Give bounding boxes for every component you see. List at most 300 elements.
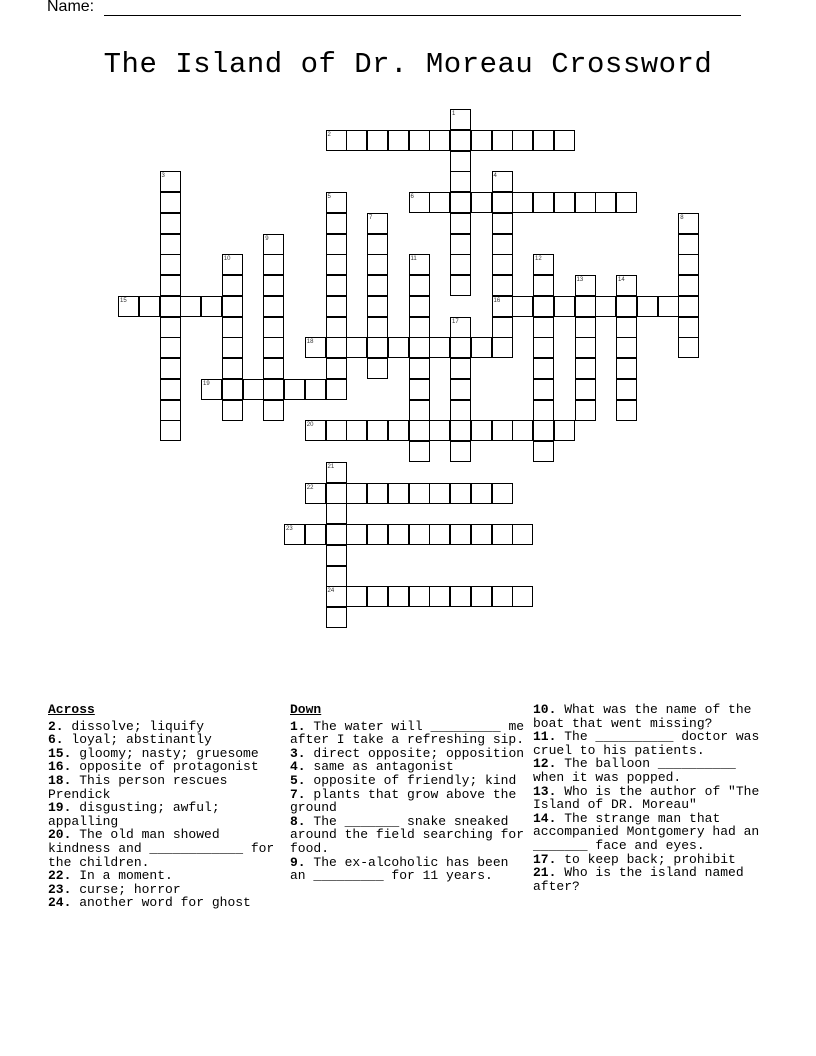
across-heading: Across (48, 702, 95, 717)
clue-item-number: 20. (48, 827, 72, 843)
grid-cell[interactable] (429, 524, 450, 545)
grid-cell[interactable] (409, 379, 430, 400)
clue-item-text: plants that grow above the ground (290, 786, 517, 816)
grid-cell[interactable] (160, 213, 181, 234)
grid-cell[interactable] (450, 441, 471, 462)
down-clues (290, 703, 530, 883)
grid-cell[interactable] (533, 192, 554, 213)
clue-item-text: The ex-alcoholic has been an _________ for 11 years. (290, 854, 509, 884)
grid-cell[interactable] (450, 109, 471, 130)
clue-item (48, 828, 288, 869)
grid-cell[interactable] (512, 130, 533, 151)
grid-cell[interactable] (512, 192, 533, 213)
clue-item-number: 6. (48, 732, 64, 748)
grid-cell[interactable] (388, 130, 409, 151)
grid-cell[interactable] (492, 234, 513, 255)
grid-cell[interactable] (471, 524, 492, 545)
grid-cell[interactable] (492, 420, 513, 441)
clue-item (533, 703, 773, 730)
grid-cell[interactable] (326, 503, 347, 524)
clue-item (533, 730, 773, 757)
grid-cell[interactable] (678, 275, 699, 296)
grid-cell[interactable] (533, 358, 554, 379)
grid-cell[interactable] (554, 420, 575, 441)
grid-cell[interactable] (450, 213, 471, 234)
grid-cell[interactable] (492, 130, 513, 151)
grid-cell[interactable] (533, 275, 554, 296)
clue-number: 16 (493, 297, 501, 304)
grid-cell[interactable] (616, 337, 637, 358)
grid-cell[interactable] (326, 192, 347, 213)
grid-cell[interactable] (450, 192, 471, 213)
clue-item-text: Who is the island named after? (533, 865, 744, 894)
grid-cell[interactable] (305, 420, 326, 441)
clue-item-number: 3. (290, 745, 306, 761)
grid-cell[interactable] (678, 296, 699, 317)
grid-cell[interactable] (492, 192, 513, 213)
grid-cell[interactable] (533, 420, 554, 441)
clue-item-text: What was the name of the boat that went missing? (533, 702, 752, 731)
clue-number: 19 (203, 380, 210, 387)
clue-item (290, 747, 530, 761)
clue-item-text: In a moment. (79, 868, 173, 884)
grid-cell[interactable] (160, 420, 181, 441)
grid-cell[interactable] (409, 524, 430, 545)
grid-cell[interactable] (409, 254, 430, 275)
clue-item-text: opposite of protagonist (79, 759, 259, 775)
clue-number: 17 (452, 318, 459, 325)
grid-cell[interactable] (575, 379, 596, 400)
clue-item-number: 12. (533, 756, 557, 772)
grid-cell[interactable] (450, 379, 471, 400)
grid-cell[interactable] (160, 234, 181, 255)
grid-cell[interactable] (388, 586, 409, 607)
grid-cell[interactable] (512, 524, 533, 545)
clue-item (48, 774, 288, 801)
down-clue-list-continued (533, 703, 773, 893)
clue-item (533, 812, 773, 853)
grid-cell[interactable] (409, 296, 430, 317)
clue-item-text: curse; horror (79, 881, 181, 897)
grid-cell[interactable] (471, 337, 492, 358)
clue-number: 24 (327, 588, 335, 595)
clue-number: 8 (680, 214, 684, 221)
grid-cell[interactable] (471, 483, 492, 504)
grid-cell[interactable] (409, 337, 430, 358)
grid-cell[interactable] (575, 400, 596, 421)
grid-cell[interactable] (263, 234, 284, 255)
grid-cell[interactable] (305, 337, 326, 358)
clue-number: 2 (327, 131, 331, 138)
down-heading: Down (290, 702, 322, 717)
grid-cell[interactable] (346, 524, 367, 545)
clue-item (533, 853, 773, 867)
grid-cell[interactable] (160, 379, 181, 400)
grid-cell[interactable] (326, 586, 347, 607)
clue-item (533, 785, 773, 812)
grid-cell[interactable] (326, 379, 347, 400)
grid-cell[interactable] (429, 420, 450, 441)
grid-cell[interactable] (160, 192, 181, 213)
grid-cell[interactable] (450, 400, 471, 421)
grid-cell[interactable] (658, 296, 679, 317)
grid-cell[interactable] (450, 151, 471, 172)
clue-item-text: This person rescues Prendick (48, 772, 228, 802)
grid-cell[interactable] (575, 192, 596, 213)
clue-item-text: loyal; abstinantly (71, 732, 212, 748)
grid-cell[interactable] (263, 275, 284, 296)
grid-cell[interactable] (409, 275, 430, 296)
grid-cell[interactable] (263, 358, 284, 379)
clue-number: 14 (618, 277, 625, 283)
name-label: Name: (47, 0, 95, 15)
grid-cell[interactable] (450, 130, 471, 151)
grid-cell[interactable] (160, 296, 181, 317)
clue-item-number: 19. (48, 800, 72, 816)
grid-cell[interactable] (201, 379, 222, 400)
grid-cell[interactable] (575, 296, 596, 317)
grid-cell[interactable] (222, 379, 243, 400)
clue-item (290, 774, 530, 788)
grid-cell[interactable] (326, 275, 347, 296)
grid-cell[interactable] (305, 483, 326, 504)
clue-item-number: 4. (290, 759, 306, 775)
grid-cell[interactable] (492, 524, 513, 545)
grid-cell[interactable] (533, 317, 554, 338)
grid-cell[interactable] (160, 400, 181, 421)
grid-cell[interactable] (616, 192, 637, 213)
grid-cell[interactable] (284, 379, 305, 400)
grid-cell[interactable] (450, 234, 471, 255)
down-clue-list (290, 720, 530, 883)
grid-cell[interactable] (512, 586, 533, 607)
clue-number: 23 (286, 526, 293, 532)
clue-item-number: 24. (48, 895, 72, 911)
grid-cell[interactable] (160, 317, 181, 338)
clue-item-text: The strange man that accompanied Montgomery had an _______ face and eyes. (533, 810, 760, 853)
grid-cell[interactable] (616, 379, 637, 400)
grid-cell[interactable] (118, 296, 139, 317)
clue-item (48, 801, 288, 828)
clue-number: 18 (306, 339, 314, 346)
clue-number: 15 (120, 297, 127, 304)
grid-cell[interactable] (409, 420, 430, 441)
grid-cell[interactable] (554, 130, 575, 151)
grid-cell[interactable] (367, 234, 388, 255)
clue-item (48, 883, 288, 897)
clue-item (290, 760, 530, 774)
grid-cell[interactable] (326, 462, 347, 483)
clue-item-text: gloomy; nasty; gruesome (79, 745, 259, 761)
grid-cell[interactable] (409, 130, 430, 151)
grid-cell[interactable] (554, 192, 575, 213)
grid-cell[interactable] (575, 358, 596, 379)
grid-cell[interactable] (222, 296, 243, 317)
clue-number: 10 (223, 256, 231, 263)
grid-cell[interactable] (533, 337, 554, 358)
grid-cell[interactable] (346, 337, 367, 358)
grid-cell[interactable] (595, 192, 616, 213)
grid-cell[interactable] (616, 317, 637, 338)
grid-cell[interactable] (616, 296, 637, 317)
grid-cell[interactable] (326, 420, 347, 441)
grid-cell[interactable] (367, 275, 388, 296)
clue-item-text: The water will _________ me after I take a refreshing sip. (290, 718, 525, 748)
grid-cell[interactable] (554, 296, 575, 317)
grid-cell[interactable] (160, 254, 181, 275)
grid-cell[interactable] (409, 400, 430, 421)
grid-cell[interactable] (367, 254, 388, 275)
grid-cell[interactable] (263, 337, 284, 358)
grid-cell[interactable] (492, 317, 513, 338)
across-clue-list (48, 720, 288, 910)
grid-cell[interactable] (492, 586, 513, 607)
grid-cell[interactable] (305, 379, 326, 400)
clue-item-text: to keep back; prohibit (564, 851, 736, 867)
grid-cell[interactable] (160, 275, 181, 296)
grid-cell[interactable] (429, 130, 450, 151)
grid-cell[interactable] (326, 254, 347, 275)
grid-cell[interactable] (263, 400, 284, 421)
grid-cell[interactable] (263, 379, 284, 400)
grid-cell[interactable] (450, 483, 471, 504)
grid-cell[interactable] (222, 317, 243, 338)
grid-cell[interactable] (409, 441, 430, 462)
grid-cell[interactable] (346, 483, 367, 504)
grid-cell[interactable] (429, 337, 450, 358)
grid-cell[interactable] (409, 192, 430, 213)
clue-item-number: 10. (533, 702, 557, 717)
clue-item (48, 896, 288, 910)
clue-item (290, 815, 530, 856)
clue-item-text: dissolve; liquify (71, 718, 205, 734)
clue-item-number: 14. (533, 810, 557, 826)
grid-cell[interactable] (575, 337, 596, 358)
grid-cell[interactable] (326, 566, 347, 587)
grid-cell[interactable] (450, 317, 471, 338)
clue-item-number: 8. (290, 813, 306, 829)
grid-cell[interactable] (575, 275, 596, 296)
grid-cell[interactable] (429, 586, 450, 607)
clue-item (48, 747, 288, 761)
grid-cell[interactable] (595, 296, 616, 317)
grid-cell[interactable] (326, 130, 347, 151)
grid-cell[interactable] (533, 296, 554, 317)
grid-cell[interactable] (429, 483, 450, 504)
grid-cell[interactable] (533, 379, 554, 400)
grid-cell[interactable] (326, 296, 347, 317)
grid-cell[interactable] (263, 296, 284, 317)
grid-cell[interactable] (471, 130, 492, 151)
clue-number: 4 (493, 173, 497, 180)
clue-item (48, 720, 288, 734)
grid-cell[interactable] (180, 296, 201, 317)
clue-item (290, 856, 530, 883)
grid-cell[interactable] (346, 420, 367, 441)
grid-cell[interactable] (367, 130, 388, 151)
grid-cell[interactable] (471, 586, 492, 607)
clue-item (290, 788, 530, 815)
grid-cell[interactable] (243, 379, 264, 400)
clue-number: 9 (265, 235, 269, 242)
clue-item-number: 1. (290, 718, 306, 734)
clue-item-number: 18. (48, 772, 72, 788)
grid-cell[interactable] (222, 275, 243, 296)
clue-item-text: same as antagonist (313, 759, 454, 775)
grid-cell[interactable] (450, 358, 471, 379)
grid-cell[interactable] (533, 130, 554, 151)
grid-cell[interactable] (326, 234, 347, 255)
grid-cell[interactable] (284, 524, 305, 545)
clue-item (48, 869, 288, 883)
grid-cell[interactable] (367, 586, 388, 607)
grid-cell[interactable] (492, 483, 513, 504)
grid-cell[interactable] (409, 317, 430, 338)
grid-cell[interactable] (388, 420, 409, 441)
across-clues (48, 703, 288, 910)
clue-item-text: direct opposite; opposition (313, 745, 525, 761)
clue-item-number: 7. (290, 786, 306, 802)
grid-cell[interactable] (492, 213, 513, 234)
grid-cell[interactable] (450, 420, 471, 441)
grid-cell[interactable] (533, 254, 554, 275)
grid-cell[interactable] (222, 358, 243, 379)
clue-number: 11 (410, 256, 417, 263)
clue-item-text: The __________ doctor was cruel to his patients. (533, 729, 760, 758)
grid-cell[interactable] (678, 234, 699, 255)
clue-number: 7 (369, 214, 373, 221)
clue-item (290, 720, 530, 747)
grid-cell[interactable] (367, 213, 388, 234)
grid-cell[interactable] (367, 358, 388, 379)
grid-cell[interactable] (533, 400, 554, 421)
grid-cell[interactable] (326, 213, 347, 234)
grid-cell[interactable] (616, 358, 637, 379)
grid-cell[interactable] (326, 358, 347, 379)
clue-item-number: 2. (48, 718, 64, 734)
grid-cell[interactable] (616, 275, 637, 296)
clue-item (533, 866, 773, 893)
clue-item-number: 22. (48, 868, 72, 884)
grid-cell[interactable] (492, 296, 513, 317)
grid-cell[interactable] (346, 586, 367, 607)
grid-cell[interactable] (367, 483, 388, 504)
grid-cell[interactable] (367, 317, 388, 338)
grid-cell[interactable] (367, 296, 388, 317)
grid-cell[interactable] (367, 337, 388, 358)
grid-cell[interactable] (678, 317, 699, 338)
grid-cell[interactable] (326, 524, 347, 545)
grid-cell[interactable] (471, 192, 492, 213)
grid-cell[interactable] (326, 483, 347, 504)
clue-item-number: 21. (533, 865, 557, 881)
clue-item-number: 11. (533, 729, 557, 745)
clue-number: 13 (576, 277, 584, 283)
grid-cell[interactable] (450, 275, 471, 296)
clue-item-text: The old man showed kindness and ____________ for the children. (48, 827, 275, 870)
clue-item-number: 17. (533, 851, 557, 867)
grid-cell[interactable] (492, 337, 513, 358)
grid-cell[interactable] (429, 192, 450, 213)
grid-cell[interactable] (471, 420, 492, 441)
grid-cell[interactable] (450, 171, 471, 192)
clue-number: 20 (306, 422, 314, 429)
grid-cell[interactable] (263, 317, 284, 338)
grid-cell[interactable] (160, 337, 181, 358)
grid-cell[interactable] (326, 337, 347, 358)
page-title: The Island of Dr. Moreau Crossword (103, 48, 713, 81)
grid-cell[interactable] (326, 545, 347, 566)
clue-item-text: another word for ghost (79, 895, 251, 911)
clue-number: 5 (327, 194, 331, 200)
grid-cell[interactable] (388, 483, 409, 504)
clue-number: 21 (327, 463, 335, 470)
clue-item-number: 23. (48, 881, 72, 897)
clue-item (48, 733, 288, 747)
grid-cell[interactable] (409, 586, 430, 607)
grid-cell[interactable] (678, 254, 699, 275)
grid-cell[interactable] (388, 337, 409, 358)
grid-cell[interactable] (512, 296, 533, 317)
grid-cell[interactable] (450, 337, 471, 358)
grid-cell[interactable] (222, 254, 243, 275)
grid-cell[interactable] (263, 254, 284, 275)
grid-cell[interactable] (492, 171, 513, 192)
grid-cell[interactable] (367, 420, 388, 441)
grid-cell[interactable] (533, 441, 554, 462)
grid-cell[interactable] (678, 337, 699, 358)
grid-cell[interactable] (512, 420, 533, 441)
clue-item-text: Who is the author of "The Island of DR. Moreau" (533, 783, 760, 813)
clue-item-number: 5. (290, 772, 306, 788)
grid-cell[interactable] (637, 296, 658, 317)
grid-cell[interactable] (326, 317, 347, 338)
clue-item (533, 757, 773, 784)
clue-number: 1 (452, 111, 456, 117)
grid-cell[interactable] (160, 171, 181, 192)
clue-number: 6 (410, 194, 414, 200)
grid-cell[interactable] (575, 317, 596, 338)
grid-cell[interactable] (409, 483, 430, 504)
grid-cell[interactable] (450, 524, 471, 545)
grid-cell[interactable] (678, 213, 699, 234)
clue-item (48, 760, 288, 774)
clue-item-text: The _______ snake sneaked around the field searching for food. (290, 813, 525, 856)
clue-item-number: 13. (533, 783, 557, 799)
grid-cell[interactable] (492, 275, 513, 296)
clue-item-number: 16. (48, 759, 72, 775)
grid-cell[interactable] (388, 524, 409, 545)
clue-number: 12 (535, 256, 542, 263)
grid-cell[interactable] (201, 296, 222, 317)
grid-cell[interactable] (346, 130, 367, 151)
grid-cell[interactable] (450, 586, 471, 607)
grid-cell[interactable] (222, 337, 243, 358)
grid-cell[interactable] (305, 524, 326, 545)
grid-cell[interactable] (160, 358, 181, 379)
grid-cell[interactable] (139, 296, 160, 317)
grid-cell[interactable] (367, 524, 388, 545)
clue-item-number: 9. (290, 854, 306, 870)
grid-cell[interactable] (450, 254, 471, 275)
grid-cell[interactable] (409, 358, 430, 379)
grid-cell[interactable] (616, 400, 637, 421)
grid-cell[interactable] (222, 400, 243, 421)
clue-item-number: 15. (48, 745, 72, 761)
grid-cell[interactable] (326, 607, 347, 628)
clue-item-text: The balloon __________ when it was popped. (533, 756, 736, 785)
grid-cell[interactable] (492, 254, 513, 275)
